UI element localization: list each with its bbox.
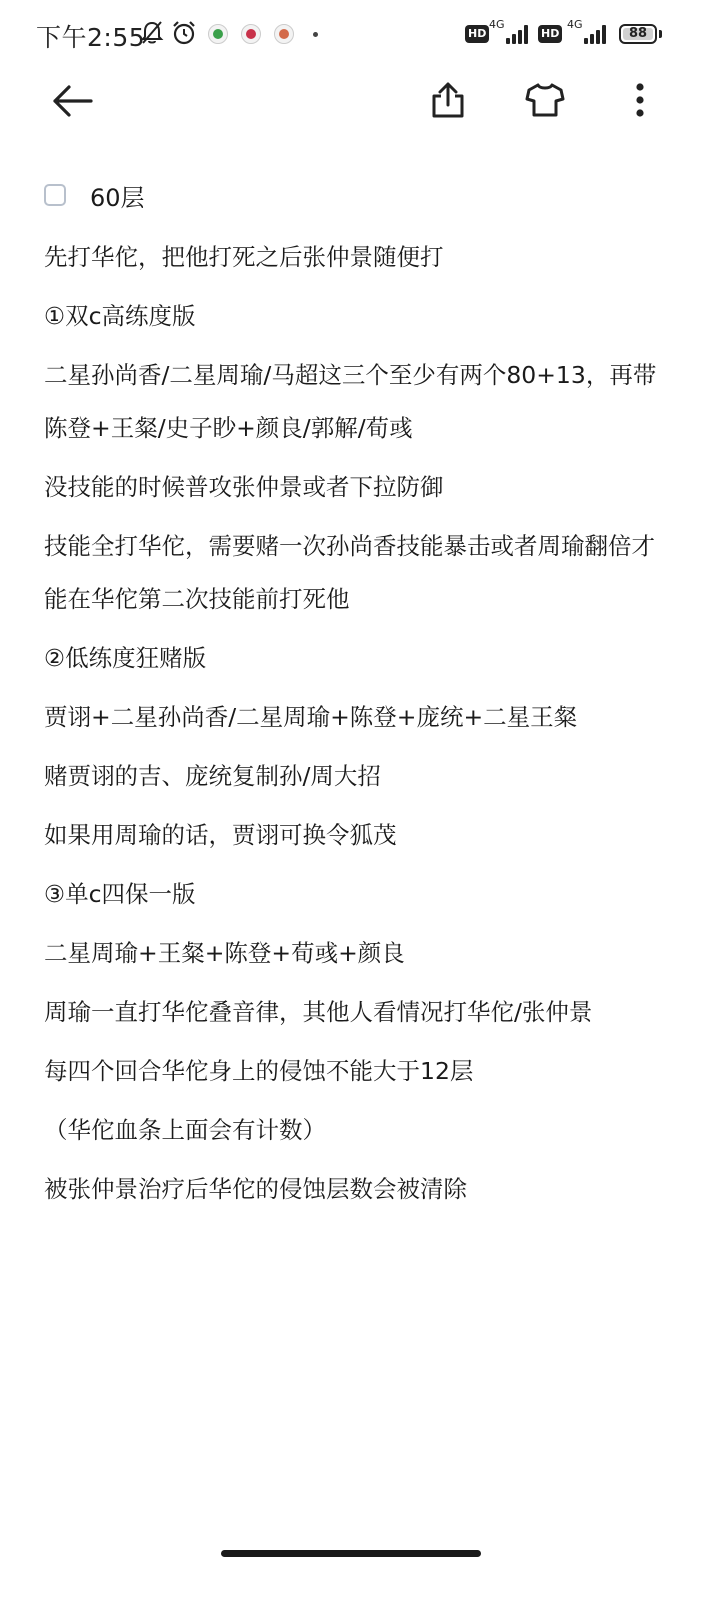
battery-text: 88 xyxy=(628,26,648,41)
note-paragraph: 如果用周瑜的话，贾诩可换令狐茂 xyxy=(44,821,397,849)
note-paragraph: 每四个回合华佗身上的侵蚀不能大于12层 xyxy=(44,1057,474,1085)
app-icon-1 xyxy=(208,24,228,44)
hd-badge-2: HD xyxy=(538,25,562,43)
note-paragraph: 贾诩+二星孙尚香/二星周瑜+陈登+庞统+二星王粲 xyxy=(44,703,578,731)
mute-bell-icon xyxy=(140,20,164,50)
note-paragraph: 周瑜一直打华佗叠音律，其他人看情况打华佗/张仲景 xyxy=(44,998,593,1026)
note-paragraph: （华佗血条上面会有计数） xyxy=(44,1116,326,1144)
status-bar xyxy=(0,0,720,70)
home-indicator[interactable] xyxy=(221,1550,481,1557)
theme-button[interactable] xyxy=(517,74,573,130)
network-label-2: 4G xyxy=(567,18,583,31)
todo-item xyxy=(44,172,674,218)
note-paragraph: 没技能的时候普攻张仲景或者下拉防御 xyxy=(44,473,444,501)
signal-icon-2 xyxy=(584,24,608,44)
hd-badge-1: HD xyxy=(465,25,489,43)
note-paragraph: 被张仲景治疗后华佗的侵蚀层数会被清除 xyxy=(44,1175,467,1203)
battery-nub xyxy=(659,30,662,38)
app-icon-2 xyxy=(241,24,261,44)
app-icon-3 xyxy=(274,24,294,44)
battery-icon xyxy=(619,24,657,44)
signal-icon-1 xyxy=(506,24,530,44)
more-icon xyxy=(635,82,645,122)
back-arrow-icon xyxy=(51,84,93,122)
more-notifications-dot xyxy=(313,32,318,37)
note-paragraph: ②低练度狂赌版 xyxy=(44,644,207,672)
back-button[interactable] xyxy=(44,75,100,131)
note-paragraph: 二星周瑜+王粲+陈登+荀彧+颜良 xyxy=(44,939,405,967)
note-paragraph: ③单c四保一版 xyxy=(44,880,196,908)
share-icon xyxy=(430,81,466,123)
theme-shirt-icon xyxy=(525,82,565,122)
status-time: 下午2:55 xyxy=(36,23,146,52)
network-label-1: 4G xyxy=(489,18,505,31)
todo-label: 60层 xyxy=(90,183,145,212)
note-paragraph: ①双c高练度版 xyxy=(44,302,196,330)
alarm-icon xyxy=(171,20,197,50)
note-paragraph: 二星孙尚香/二星周瑜/马超这三个至少有两个80+13，再带陈登+王粲/史子眇+颜良/郭解/荀彧 xyxy=(44,361,657,442)
note-content[interactable] xyxy=(44,172,674,1216)
share-button[interactable] xyxy=(420,74,476,130)
todo-checkbox[interactable] xyxy=(44,184,66,206)
more-button[interactable] xyxy=(612,74,668,130)
note-paragraph: 赌贾诩的吉、庞统复制孙/周大招 xyxy=(44,762,381,790)
note-paragraph: 技能全打华佗，需要赌一次孙尚香技能暴击或者周瑜翻倍才能在华佗第二次技能前打死他 xyxy=(44,532,655,613)
note-paragraph: 先打华佗，把他打死之后张仲景随便打 xyxy=(44,243,444,271)
